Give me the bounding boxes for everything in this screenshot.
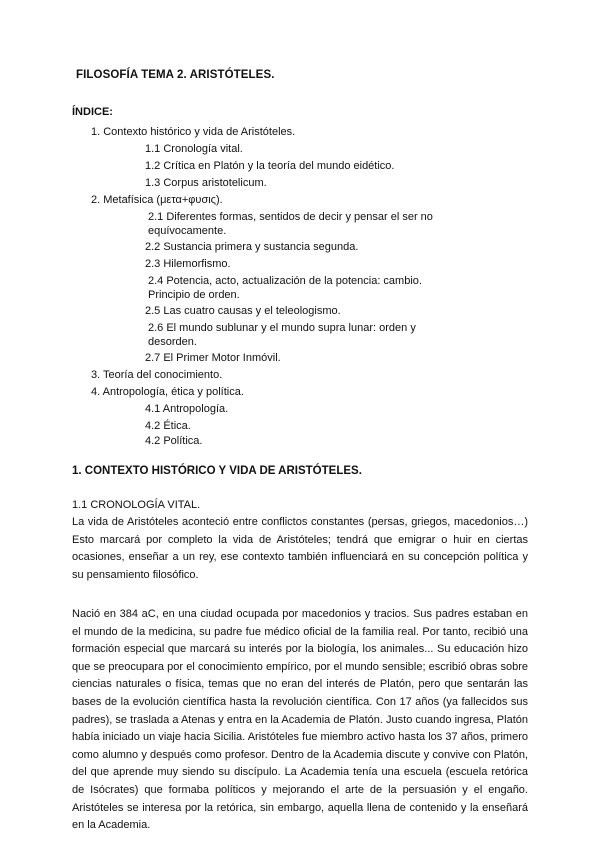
subsection-1-1-heading: 1.1 CRONOLOGÍA VITAL.	[72, 499, 201, 511]
toc-item-2: 2. Metafísica (μετα+φυσις).	[91, 194, 223, 206]
toc-item-4-2: 4.2 Ética.	[145, 420, 191, 432]
toc-item-2-7: 2.7 El Primer Motor Inmóvil.	[145, 352, 281, 364]
toc-item-2-1: 2.1 Diferentes formas, sentidos de decir y pensar el ser no equívocamente.	[148, 211, 433, 237]
section-1-heading: 1. CONTEXTO HISTÓRICO Y VIDA DE ARISTÓTELES.	[72, 465, 362, 477]
toc-item-1: 1. Contexto histórico y vida de Aristóteles.	[91, 126, 296, 138]
toc-item-2-6: 2.6 El mundo sublunar y el mundo supra lunar: orden y desorden.	[148, 322, 416, 348]
paragraph-biography: Nació en 384 aC, en una ciudad ocupada por macedonios y tracios. Sus padres estaban en el mundo de la medicina, su padre fue médico oficial de la familia real. Por tanto, recibió una formación especial que marcará su interés por la biología, los animales... Su educación hizo que se preocupara por el conocimiento empírico, por el mundo sensible; escribió obras sobre ciencias naturales o física, temas que no eran del interés de Platón, pero que sentarán las bases de la evolución científica hasta la revolución científica. Con 17 años (ya fallecidos sus padres), se traslada a Atenas y entra en la Academia de Platón. Justo cuando ingresa, Platón había iniciado un viaje hacia Sicilia. Aristóteles fue miembro activo hasta los 37 años, primero como alumno y después como profesor. Dentro de la Academia discute y convive con Platón, del que aprende muy siendo su discípulo. La Academia tenía una escuela (escuela retórica de Isócrates) que formaba políticos y mejorando el arte de la persuasión y el engaño. Aristóteles se interesa por la retórica, sin embargo, aquella llena de contenido y la enseñará en la Academia.	[72, 608, 528, 832]
toc-item-3: 3. Teoría del conocimiento.	[91, 369, 223, 381]
toc-item-2-4: 2.4 Potencia, acto, actualización de la potencia: cambio. Principio de orden.	[148, 275, 422, 301]
toc-item-1-3: 1.3 Corpus aristotelicum.	[145, 177, 267, 189]
toc-item-4-3: 4.2 Política.	[145, 435, 203, 447]
toc-item-2-5: 2.5 Las cuatro causas y el teleologismo.	[145, 305, 341, 317]
paragraph-intro: La vida de Aristóteles aconteció entre conflictos constantes (persas, griegos, macedonios…) Esto marcará por completo la vida de Aristóteles; tendrá que emigrar o huir en ciertas ocasiones, enseñar a un rey, ese contexto también influenciará en su concepción política y su pensamiento filosófico.	[72, 516, 528, 581]
document-title: FILOSOFÍA TEMA 2. ARISTÓTELES.	[76, 69, 275, 81]
toc-item-1-2: 1.2 Crítica en Platón y la teoría del mundo eidético.	[145, 160, 395, 172]
toc-item-4-1: 4.1 Antropología.	[145, 403, 229, 415]
toc-item-1-1: 1.1 Cronología vital.	[145, 143, 243, 155]
toc-item-2-3: 2.3 Hilemorfismo.	[145, 258, 231, 270]
toc-item-2-2: 2.2 Sustancia primera y sustancia segunda.	[145, 241, 359, 253]
index-heading: ÍNDICE:	[72, 106, 113, 118]
toc-item-4: 4. Antropología, ética y política.	[91, 386, 244, 398]
